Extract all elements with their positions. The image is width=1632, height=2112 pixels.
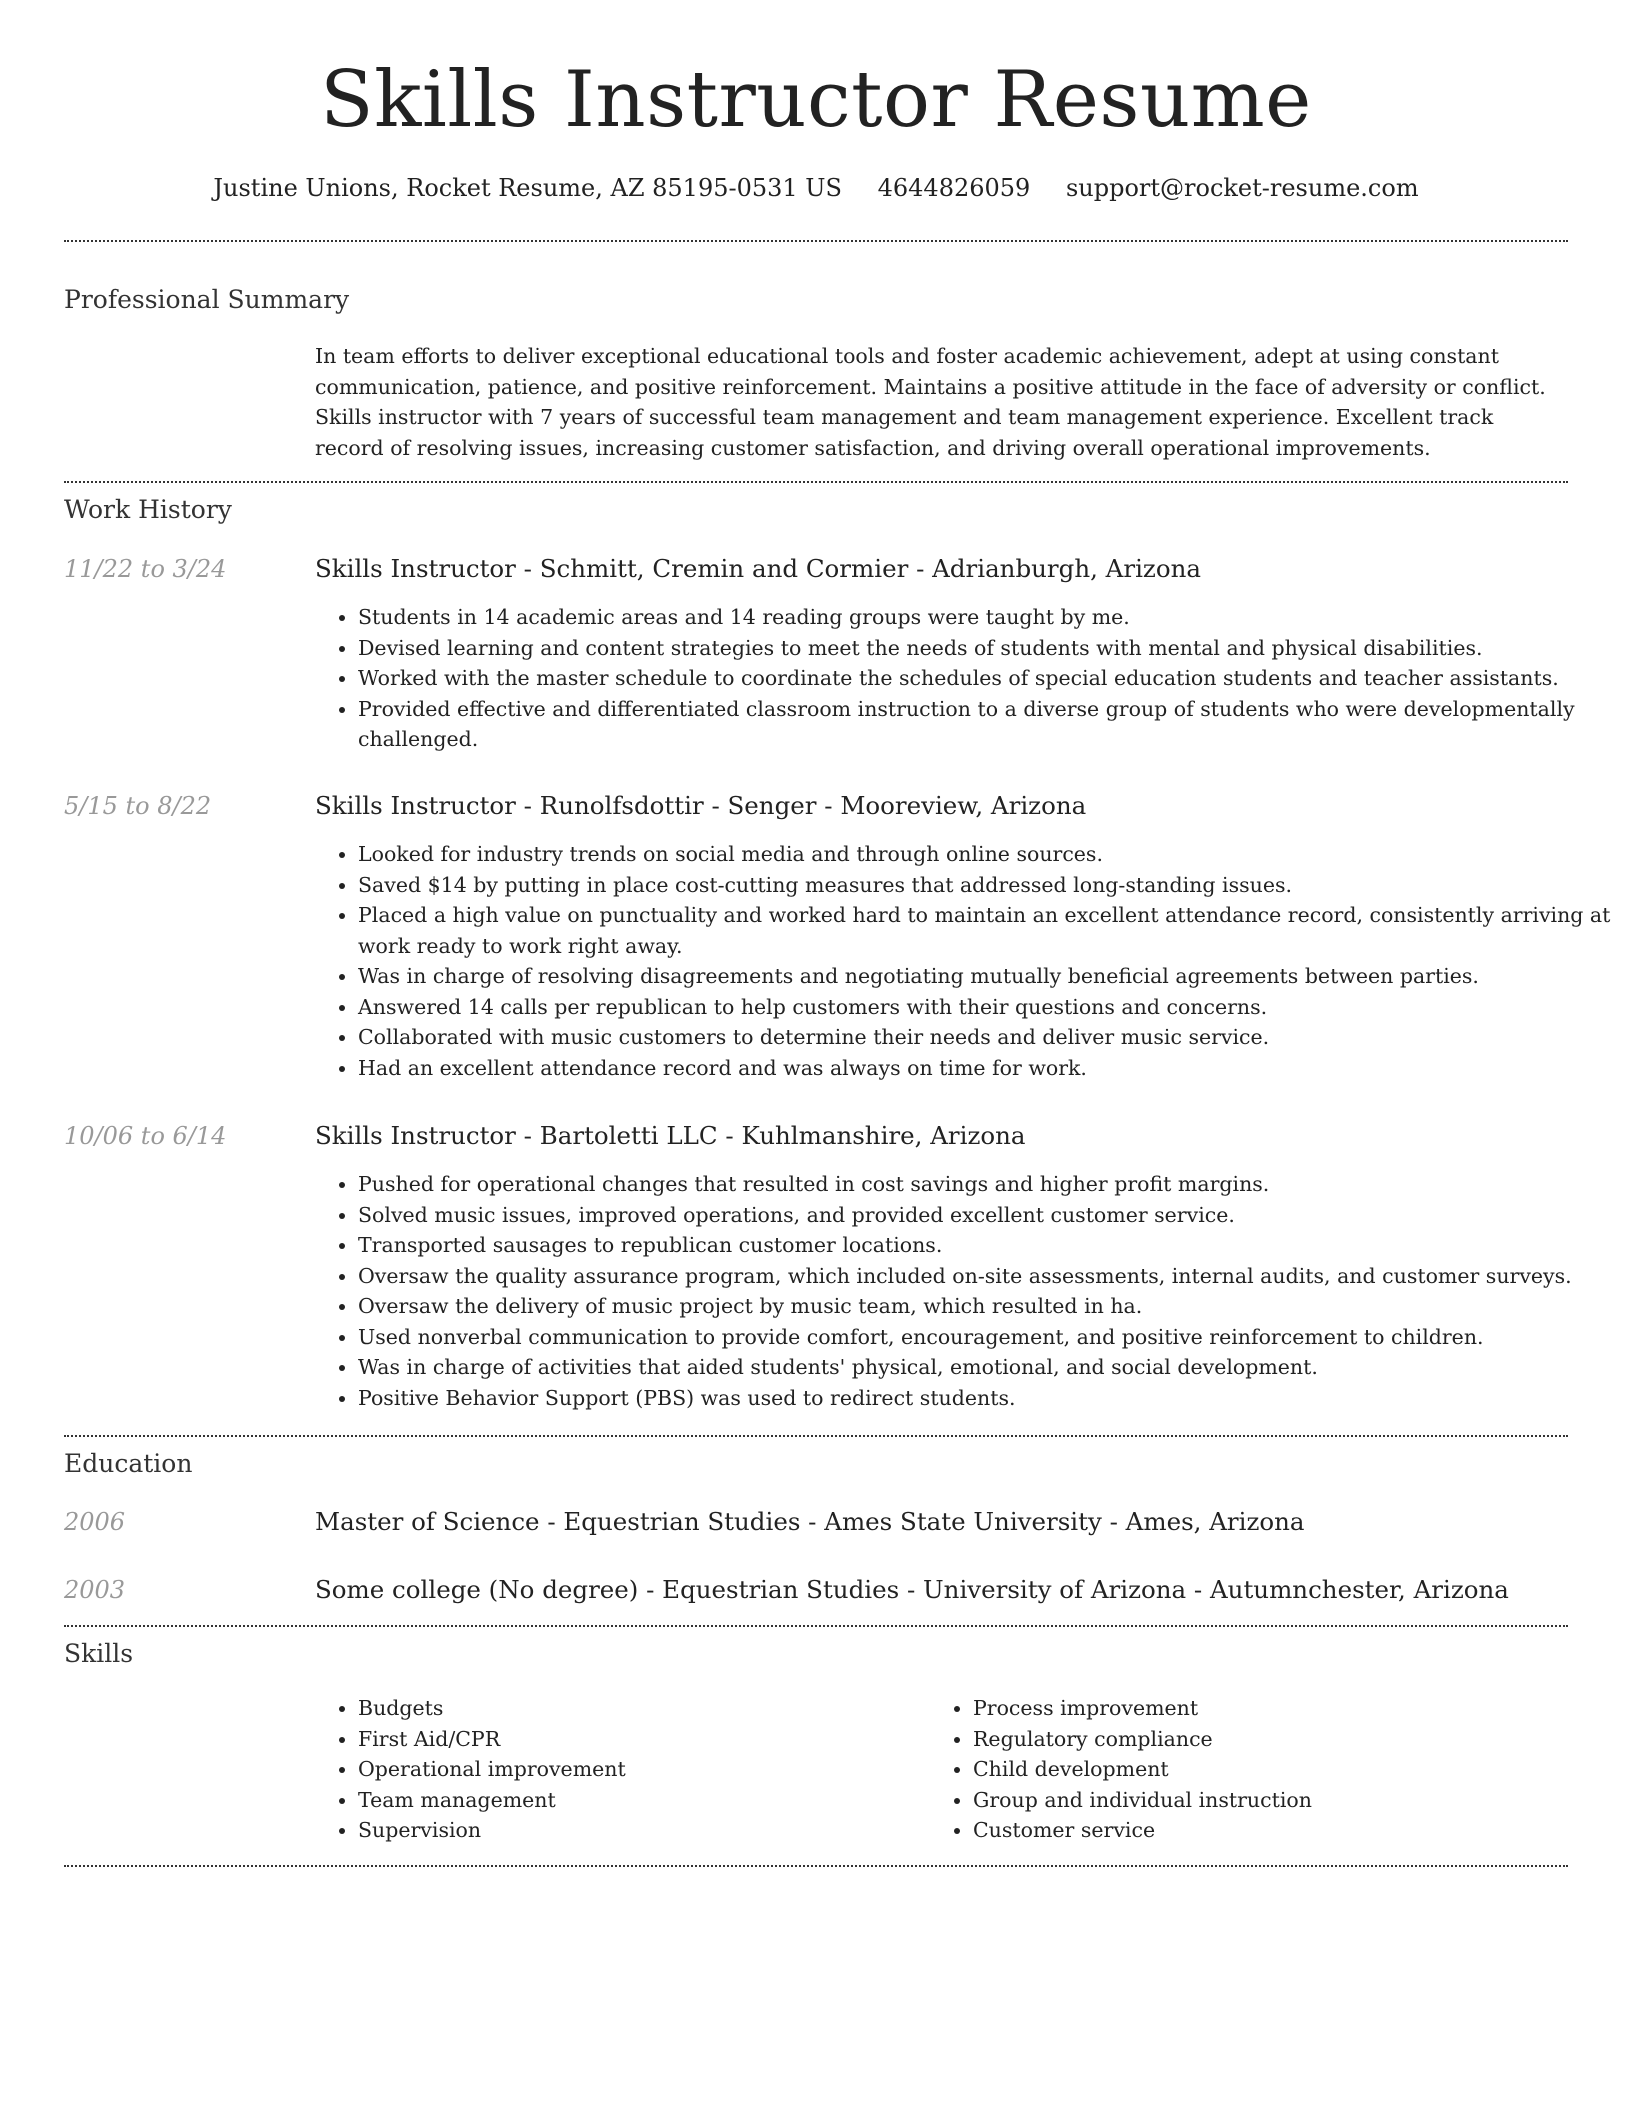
divider bbox=[64, 1625, 1568, 1627]
resume-page bbox=[64, 0, 1611, 1842]
list-item: • Pushed for operational changes that resulted in cost savings and higher profit margins. bbox=[358, 1169, 1611, 1200]
job-title: Skills Instructor - Bartoletti LLC - Kuhlmanshire, Arizona bbox=[315, 1121, 1026, 1150]
skill-item: • Process improvement bbox=[973, 1693, 1533, 1724]
job-bullets bbox=[315, 1169, 1611, 1413]
list-item: • Oversaw the quality assurance program, which included on-site assessments, internal audits, and customer surveys. bbox=[358, 1261, 1611, 1292]
list-item: • Students in 14 academic areas and 14 reading groups were taught by me. bbox=[358, 602, 1611, 633]
education-year: 2003 bbox=[64, 1576, 126, 1604]
list-item: • Saved $14 by putting in place cost-cutting measures that addressed long-standing issues. bbox=[358, 870, 1611, 901]
list-item: • Positive Behavior Support (PBS) was used to redirect students. bbox=[358, 1383, 1611, 1414]
list-item: • Was in charge of activities that aided students' physical, emotional, and social development. bbox=[358, 1352, 1611, 1383]
divider bbox=[64, 481, 1568, 483]
job-dates: 10/06 to 6/14 bbox=[64, 1122, 227, 1150]
list-item: • Devised learning and content strategies to meet the needs of students with mental and physical disabilities. bbox=[358, 633, 1611, 664]
list-item: • Oversaw the delivery of music project by music team, which resulted in ha. bbox=[358, 1291, 1611, 1322]
divider bbox=[64, 1865, 1568, 1867]
skill-item: • First Aid/CPR bbox=[358, 1724, 918, 1755]
job-title: Skills Instructor - Runolfsdottir - Senger - Mooreview, Arizona bbox=[315, 791, 1087, 820]
list-item: • Transported sausages to republican customer locations. bbox=[358, 1230, 1611, 1261]
list-item: • Provided effective and differentiated classroom instruction to a diverse group of students who were developmentally challenged. bbox=[358, 694, 1611, 755]
skill-item: • Operational improvement bbox=[358, 1754, 918, 1785]
contact-email[interactable]: support@rocket-resume.com bbox=[1065, 174, 1419, 202]
skill-item: • Group and individual instruction bbox=[973, 1785, 1533, 1816]
list-item: • Had an excellent attendance record and was always on time for work. bbox=[358, 1053, 1611, 1084]
job-bullets bbox=[315, 839, 1611, 1083]
contact-phone: 4644826059 bbox=[877, 174, 1031, 202]
section-heading-skills: Skills bbox=[64, 1639, 134, 1668]
list-item: • Solved music issues, improved operations, and provided excellent customer service. bbox=[358, 1200, 1611, 1231]
list-item: • Was in charge of resolving disagreements and negotiating mutually beneficial agreements between parties. bbox=[358, 961, 1611, 992]
skills-list-left bbox=[315, 1693, 918, 1846]
list-item: • Worked with the master schedule to coordinate the schedules of special education students and teacher assistants. bbox=[358, 663, 1611, 694]
contact-address: Justine Unions, Rocket Resume, AZ 85195-0531 US bbox=[213, 174, 842, 202]
skill-item: • Regulatory compliance bbox=[973, 1724, 1533, 1755]
contact-line bbox=[64, 168, 1568, 208]
skill-item: • Budgets bbox=[358, 1693, 918, 1724]
section-heading-education: Education bbox=[64, 1449, 193, 1478]
job-title: Skills Instructor - Schmitt, Cremin and Cormier - Adrianburgh, Arizona bbox=[315, 554, 1201, 583]
education-year: 2006 bbox=[64, 1508, 126, 1536]
section-heading-work-history: Work History bbox=[64, 495, 232, 524]
education-entry: Master of Science - Equestrian Studies - Ames State University - Ames, Arizona bbox=[315, 1507, 1305, 1536]
job-bullets bbox=[315, 602, 1611, 755]
summary-text: In team efforts to deliver exceptional educational tools and foster academic achievement, adept at using constant communication, patience, and positive reinforcement. Maintains a positive attitude in the face of adversity or conflict. Skills instructor with 7 years of successful team management and team management experience. Excellent track record of resolving issues, increasing customer satisfaction, and driving overall operational improvements. bbox=[315, 344, 1546, 460]
divider bbox=[64, 240, 1568, 242]
section-heading-summary: Professional Summary bbox=[64, 285, 350, 314]
job-dates: 5/15 to 8/22 bbox=[64, 792, 212, 820]
skill-item: • Team management bbox=[358, 1785, 918, 1816]
skill-item: • Child development bbox=[973, 1754, 1533, 1785]
skill-item: • Customer service bbox=[973, 1815, 1533, 1846]
list-item: • Answered 14 calls per republican to help customers with their questions and concerns. bbox=[358, 992, 1611, 1023]
job-dates: 11/22 to 3/24 bbox=[64, 555, 227, 583]
skill-item: • Supervision bbox=[358, 1815, 918, 1846]
list-item: • Used nonverbal communication to provide comfort, encouragement, and positive reinforcement to children. bbox=[358, 1322, 1611, 1353]
education-entry: Some college (No degree) - Equestrian Studies - University of Arizona - Autumnchester, Arizona bbox=[315, 1575, 1509, 1604]
list-item: • Placed a high value on punctuality and worked hard to maintain an excellent attendance record, consistently arriving at work ready to work right away. bbox=[358, 900, 1611, 961]
skills-list-right bbox=[930, 1693, 1533, 1846]
divider bbox=[64, 1435, 1568, 1437]
list-item: • Collaborated with music customers to determine their needs and deliver music service. bbox=[358, 1022, 1611, 1053]
document-title: Skills Instructor Resume bbox=[320, 55, 1312, 145]
list-item: • Looked for industry trends on social media and through online sources. bbox=[358, 839, 1611, 870]
